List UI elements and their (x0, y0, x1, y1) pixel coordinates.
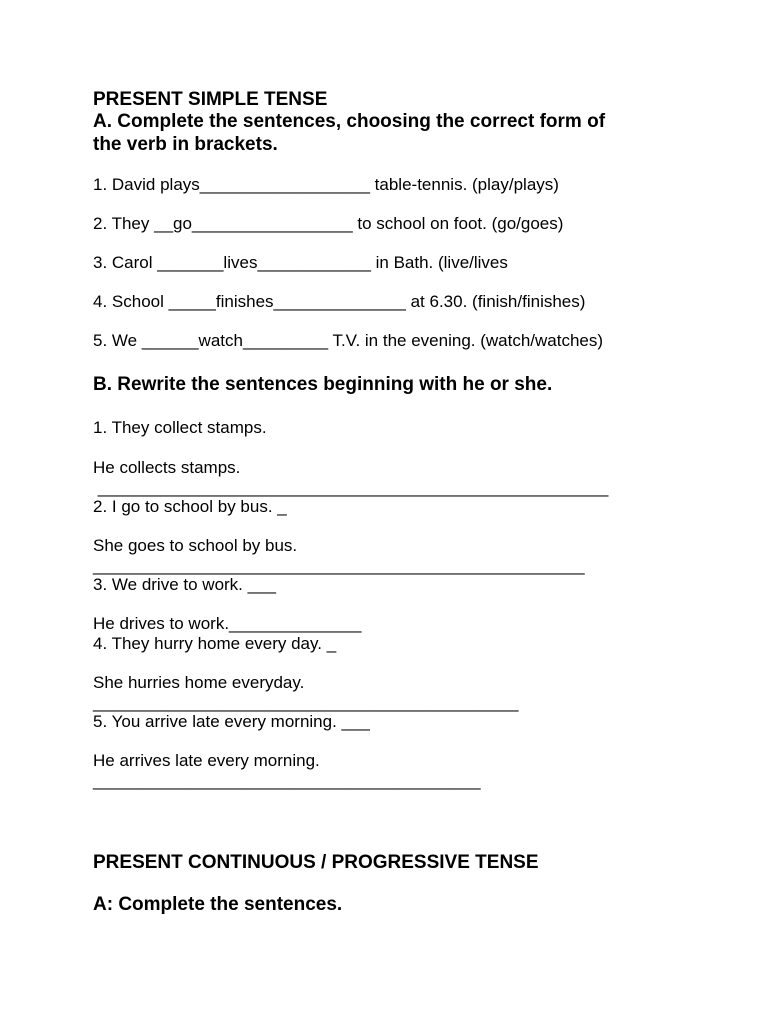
section-b-item-4-line: _____________________________________________ (93, 693, 519, 712)
section-b-item-3-answer: He drives to work.______________ (93, 614, 362, 633)
section-a-heading-line1: A. Complete the sentences, choosing the correct form of (93, 111, 606, 132)
page-title: PRESENT SIMPLE TENSE (93, 89, 328, 110)
section-b-item-2-answer: She goes to school by bus. (93, 536, 298, 555)
section-a-heading-line2: the verb in brackets. (93, 134, 278, 155)
section-b-item-4-prompt: 4. They hurry home every day. _ (93, 634, 337, 653)
section-b-item-5-line: _________________________________________ (93, 771, 481, 790)
section-b-item-2-line: ____________________________________________________ (93, 556, 585, 575)
section-b-item-1-line: ______________________________________________________ (93, 478, 609, 497)
section-2-title: PRESENT CONTINUOUS / PROGRESSIVE TENSE (93, 852, 539, 873)
section-a-item-5: 5. We ______watch_________ T.V. in the evening. (watch/watches) (93, 331, 604, 350)
section-b-item-2-prompt: 2. I go to school by bus. _ (93, 497, 287, 516)
section-b-item-1-answer: He collects stamps. (93, 458, 241, 477)
section-b-heading: B. Rewrite the sentences beginning with he or she. (93, 374, 553, 395)
section-b-item-4-answer: She hurries home everyday. (93, 673, 305, 692)
section-a-item-1: 1. David plays__________________ table-tennis. (play/plays) (93, 175, 559, 194)
section-2-a-heading: A: Complete the sentences. (93, 894, 343, 915)
section-b-item-5-answer: He arrives late every morning. (93, 751, 320, 770)
section-a-item-3: 3. Carol _______lives____________ in Bath. (live/lives (93, 253, 508, 272)
section-b-item-1-prompt: 1. They collect stamps. (93, 418, 267, 437)
section-b-item-5-prompt: 5. You arrive late every morning. ___ (93, 712, 370, 731)
section-a-item-4: 4. School _____finishes______________ at 6.30. (finish/finishes) (93, 292, 586, 311)
section-b-item-3-prompt: 3. We drive to work. ___ (93, 575, 276, 594)
section-a-item-2: 2. They __go_________________ to school on foot. (go/goes) (93, 214, 564, 233)
